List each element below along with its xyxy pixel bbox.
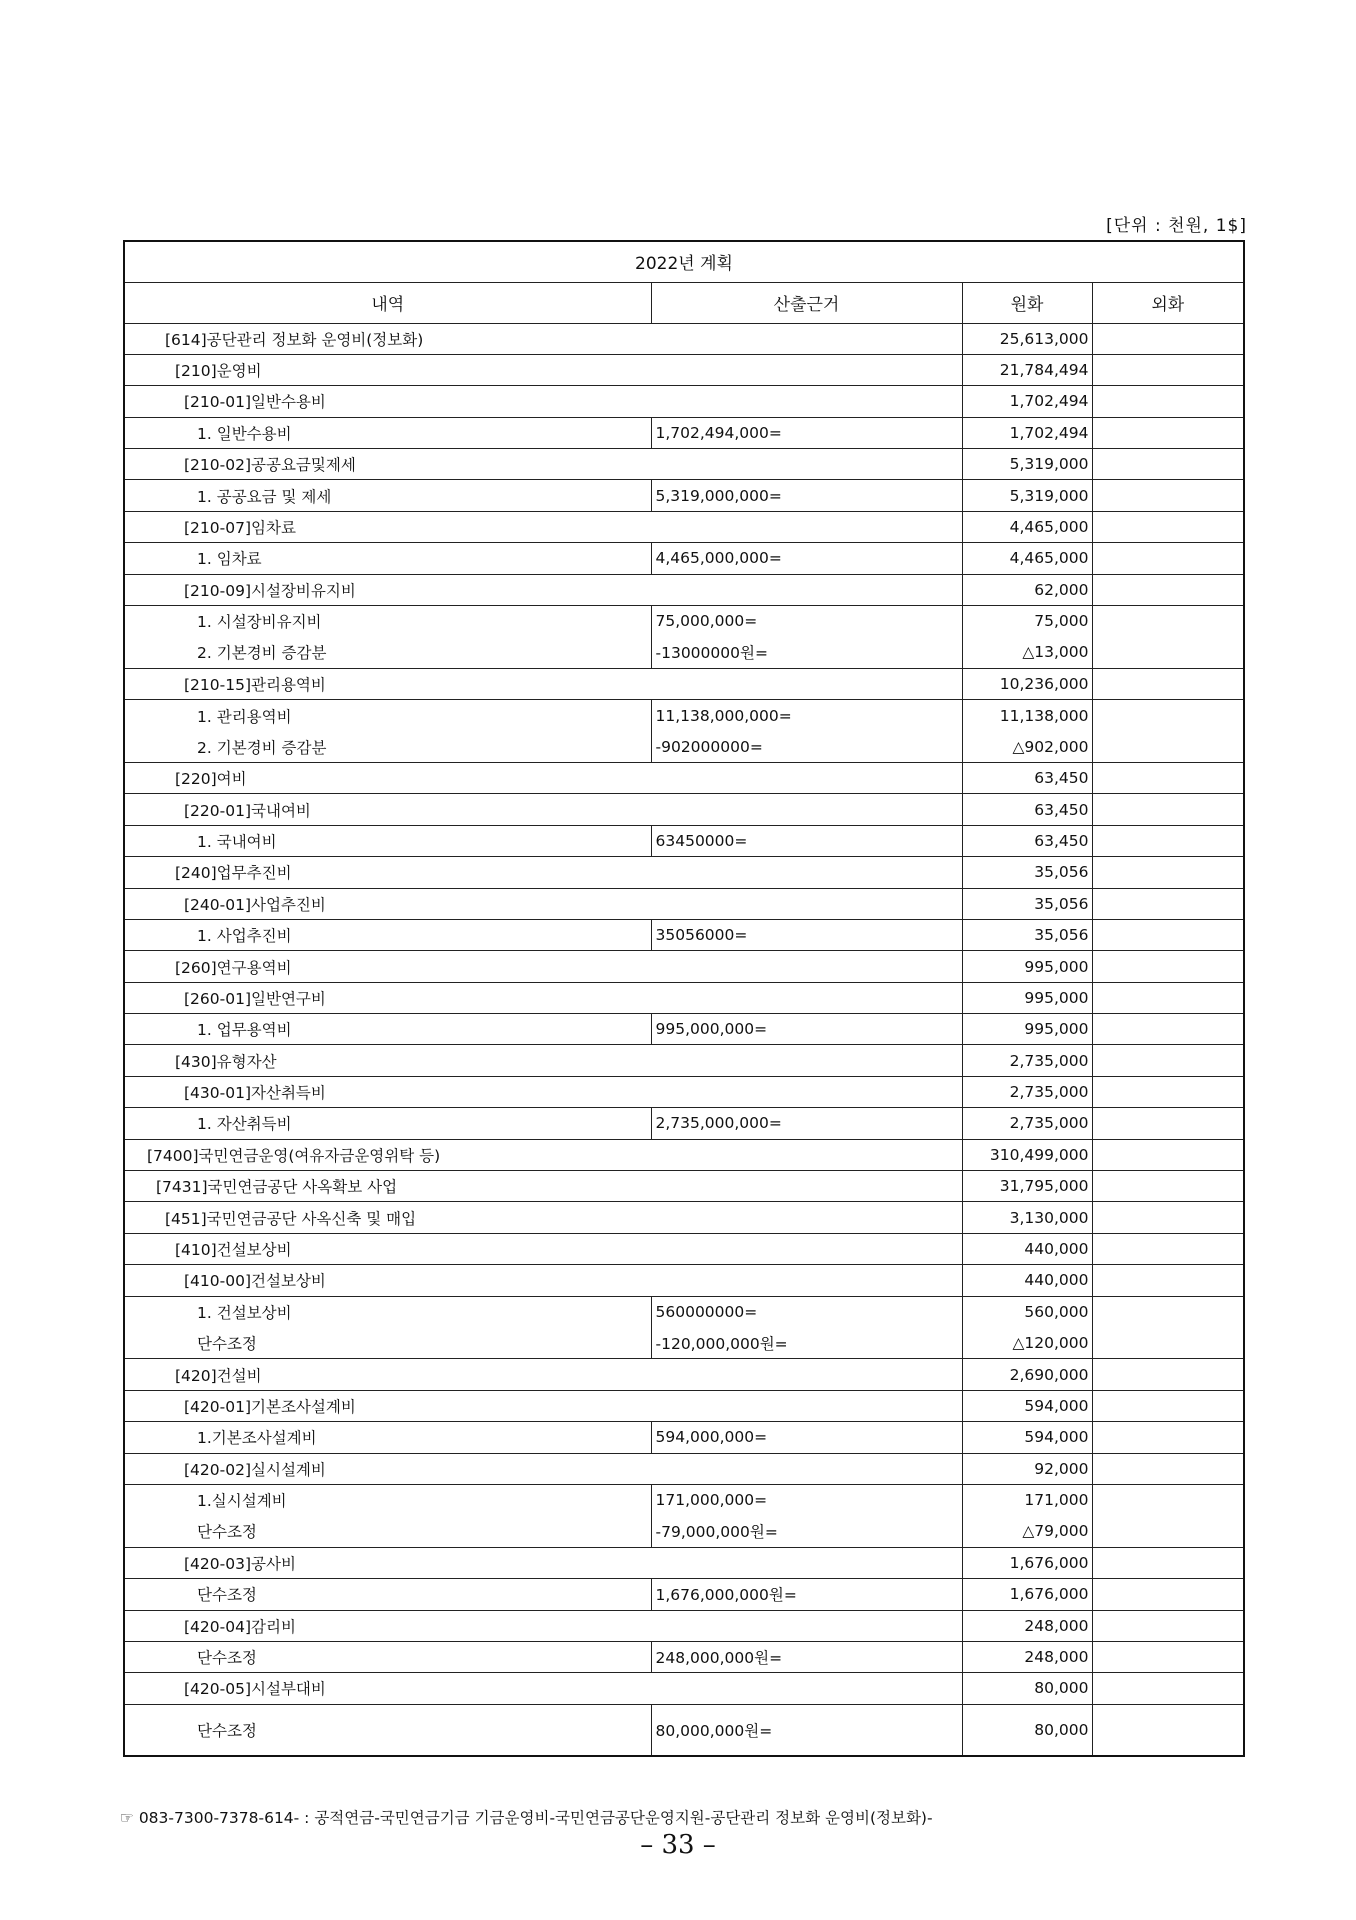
row-krw: 5,319,000 bbox=[962, 449, 1092, 480]
row-krw: 1,676,000 bbox=[962, 1547, 1092, 1578]
table-row bbox=[124, 1014, 1244, 1045]
row-krw: 11,138,000 bbox=[962, 700, 1092, 731]
row-basis: 171,000,000= bbox=[651, 1484, 962, 1515]
row-fx bbox=[1092, 386, 1244, 417]
table-title: 2022년 계획 bbox=[124, 241, 1244, 282]
table-row bbox=[124, 982, 1244, 1013]
row-basis: 594,000,000= bbox=[651, 1422, 962, 1453]
header-fx: 외화 bbox=[1092, 282, 1244, 323]
row-fx bbox=[1092, 700, 1244, 731]
table-row bbox=[124, 1139, 1244, 1170]
row-krw: 995,000 bbox=[962, 1014, 1092, 1045]
row-fx bbox=[1092, 637, 1244, 668]
table-row bbox=[124, 1704, 1244, 1756]
header-item: 내역 bbox=[124, 282, 651, 323]
row-basis: 11,138,000,000= bbox=[651, 700, 962, 731]
row-krw: 92,000 bbox=[962, 1453, 1092, 1484]
table-row bbox=[124, 1202, 1244, 1233]
row-fx bbox=[1092, 1484, 1244, 1515]
table-row bbox=[124, 323, 1244, 354]
table-row bbox=[124, 1076, 1244, 1107]
row-item: [210-02]공공요금및제세 bbox=[124, 449, 962, 480]
table-row bbox=[124, 1171, 1244, 1202]
table-row bbox=[124, 1328, 1244, 1359]
table-row bbox=[124, 511, 1244, 542]
row-krw: 63,450 bbox=[962, 762, 1092, 793]
table-row bbox=[124, 1453, 1244, 1484]
row-basis: -13000000원= bbox=[651, 637, 962, 668]
row-fx bbox=[1092, 1296, 1244, 1327]
row-krw: 63,450 bbox=[962, 825, 1092, 856]
row-basis: 1,676,000,000원= bbox=[651, 1579, 962, 1610]
table-row bbox=[124, 606, 1244, 637]
row-basis: 2,735,000,000= bbox=[651, 1108, 962, 1139]
row-item: [420-03]공사비 bbox=[124, 1547, 962, 1578]
row-fx bbox=[1092, 1171, 1244, 1202]
table-row bbox=[124, 1359, 1244, 1390]
row-krw: △902,000 bbox=[962, 731, 1092, 762]
row-krw: 310,499,000 bbox=[962, 1139, 1092, 1170]
row-fx bbox=[1092, 323, 1244, 354]
row-fx bbox=[1092, 1704, 1244, 1756]
row-fx bbox=[1092, 668, 1244, 699]
row-item: [240]업무추진비 bbox=[124, 857, 962, 888]
row-krw: 2,735,000 bbox=[962, 1045, 1092, 1076]
table-row bbox=[124, 1265, 1244, 1296]
row-krw: 171,000 bbox=[962, 1484, 1092, 1515]
row-fx bbox=[1092, 1139, 1244, 1170]
page-number: – 33 – bbox=[640, 1830, 716, 1860]
row-item: [410]건설보상비 bbox=[124, 1233, 962, 1264]
table-row bbox=[124, 888, 1244, 919]
row-krw: 4,465,000 bbox=[962, 511, 1092, 542]
row-basis: 80,000,000원= bbox=[651, 1704, 962, 1756]
header-krw: 원화 bbox=[962, 282, 1092, 323]
row-item: 단수조정 bbox=[124, 1328, 651, 1359]
table-row bbox=[124, 1390, 1244, 1421]
row-basis: 75,000,000= bbox=[651, 606, 962, 637]
row-fx bbox=[1092, 1453, 1244, 1484]
table-row bbox=[124, 354, 1244, 385]
row-fx bbox=[1092, 417, 1244, 448]
row-item: 1. 일반수용비 bbox=[124, 417, 651, 448]
row-basis: 560000000= bbox=[651, 1296, 962, 1327]
row-krw: △79,000 bbox=[962, 1516, 1092, 1547]
row-krw: 35,056 bbox=[962, 919, 1092, 950]
table-row bbox=[124, 386, 1244, 417]
table-row bbox=[124, 794, 1244, 825]
row-basis: -902000000= bbox=[651, 731, 962, 762]
row-krw: 2,735,000 bbox=[962, 1108, 1092, 1139]
unit-note: [단위 : 천원, 1$] bbox=[1106, 216, 1247, 236]
row-fx bbox=[1092, 511, 1244, 542]
row-item: [451]국민연금공단 사옥신축 및 매입 bbox=[124, 1202, 962, 1233]
table-row bbox=[124, 480, 1244, 511]
row-krw: 35,056 bbox=[962, 888, 1092, 919]
row-item: [614]공단관리 정보화 운영비(정보화) bbox=[124, 323, 962, 354]
row-basis: 995,000,000= bbox=[651, 1014, 962, 1045]
row-fx bbox=[1092, 1579, 1244, 1610]
row-fx bbox=[1092, 794, 1244, 825]
row-krw: 248,000 bbox=[962, 1610, 1092, 1641]
row-basis: 63450000= bbox=[651, 825, 962, 856]
table-row bbox=[124, 417, 1244, 448]
header-basis: 산출근거 bbox=[651, 282, 962, 323]
table-row bbox=[124, 700, 1244, 731]
row-fx bbox=[1092, 1422, 1244, 1453]
table-row bbox=[124, 637, 1244, 668]
row-basis: -79,000,000원= bbox=[651, 1516, 962, 1547]
row-item: [430-01]자산취득비 bbox=[124, 1076, 962, 1107]
row-krw: 75,000 bbox=[962, 606, 1092, 637]
row-krw: 80,000 bbox=[962, 1704, 1092, 1756]
table-row bbox=[124, 543, 1244, 574]
row-item: [210-09]시설장비유지비 bbox=[124, 574, 962, 605]
row-krw: 2,735,000 bbox=[962, 1076, 1092, 1107]
row-fx bbox=[1092, 982, 1244, 1013]
row-item: [260]연구용역비 bbox=[124, 951, 962, 982]
table-row bbox=[124, 1641, 1244, 1672]
table-row bbox=[124, 449, 1244, 480]
row-krw: 21,784,494 bbox=[962, 354, 1092, 385]
table-row bbox=[124, 825, 1244, 856]
row-basis: 1,702,494,000= bbox=[651, 417, 962, 448]
row-item: [7431]국민연금공단 사옥확보 사업 bbox=[124, 1171, 962, 1202]
table-row bbox=[124, 731, 1244, 762]
row-item: 1. 임차료 bbox=[124, 543, 651, 574]
row-krw: 560,000 bbox=[962, 1296, 1092, 1327]
row-item: 2. 기본경비 증감분 bbox=[124, 637, 651, 668]
row-item: [210]운영비 bbox=[124, 354, 962, 385]
row-krw: 63,450 bbox=[962, 794, 1092, 825]
row-item: 1. 국내여비 bbox=[124, 825, 651, 856]
row-item: 1.실시설계비 bbox=[124, 1484, 651, 1515]
row-fx bbox=[1092, 1233, 1244, 1264]
row-basis: 5,319,000,000= bbox=[651, 480, 962, 511]
row-item: [260-01]일반연구비 bbox=[124, 982, 962, 1013]
row-krw: 5,319,000 bbox=[962, 480, 1092, 511]
row-item: 1. 건설보상비 bbox=[124, 1296, 651, 1327]
row-item: 단수조정 bbox=[124, 1579, 651, 1610]
row-item: [410-00]건설보상비 bbox=[124, 1265, 962, 1296]
table-row bbox=[124, 1610, 1244, 1641]
row-krw: 62,000 bbox=[962, 574, 1092, 605]
row-item: 1.기본조사설계비 bbox=[124, 1422, 651, 1453]
row-krw: △13,000 bbox=[962, 637, 1092, 668]
row-fx bbox=[1092, 1516, 1244, 1547]
row-krw: 594,000 bbox=[962, 1422, 1092, 1453]
row-item: [7400]국민연금운영(여유자금운영위탁 등) bbox=[124, 1139, 962, 1170]
row-krw: 1,702,494 bbox=[962, 386, 1092, 417]
row-fx bbox=[1092, 1673, 1244, 1704]
row-fx bbox=[1092, 857, 1244, 888]
row-fx bbox=[1092, 1547, 1244, 1578]
footer-note: ☞ 083-7300-7378-614- : 공적연금-국민연금기금 기금운영비-국민연금공단운영지원-공단관리 정보화 운영비(정보화)- bbox=[120, 1809, 933, 1827]
table-row bbox=[124, 1233, 1244, 1264]
row-item: 1. 자산취득비 bbox=[124, 1108, 651, 1139]
row-item: [420-04]감리비 bbox=[124, 1610, 962, 1641]
row-item: [420-02]실시설계비 bbox=[124, 1453, 962, 1484]
row-fx bbox=[1092, 449, 1244, 480]
row-fx bbox=[1092, 1108, 1244, 1139]
table-row bbox=[124, 668, 1244, 699]
row-fx bbox=[1092, 1641, 1244, 1672]
row-krw: 25,613,000 bbox=[962, 323, 1092, 354]
row-fx bbox=[1092, 1359, 1244, 1390]
row-fx bbox=[1092, 1390, 1244, 1421]
row-krw: 440,000 bbox=[962, 1233, 1092, 1264]
row-item: 2. 기본경비 증감분 bbox=[124, 731, 651, 762]
row-fx bbox=[1092, 919, 1244, 950]
row-fx bbox=[1092, 762, 1244, 793]
table-row bbox=[124, 1547, 1244, 1578]
row-fx bbox=[1092, 1014, 1244, 1045]
table-row bbox=[124, 857, 1244, 888]
row-fx bbox=[1092, 480, 1244, 511]
table-row bbox=[124, 762, 1244, 793]
table-row bbox=[124, 951, 1244, 982]
table-row bbox=[124, 919, 1244, 950]
row-fx bbox=[1092, 888, 1244, 919]
row-item: 단수조정 bbox=[124, 1704, 651, 1756]
row-krw: 10,236,000 bbox=[962, 668, 1092, 699]
row-item: [420-05]시설부대비 bbox=[124, 1673, 962, 1704]
row-krw: 248,000 bbox=[962, 1641, 1092, 1672]
row-item: [430]유형자산 bbox=[124, 1045, 962, 1076]
row-item: [420-01]기본조사설계비 bbox=[124, 1390, 962, 1421]
row-item: [220]여비 bbox=[124, 762, 962, 793]
row-item: 1. 업무용역비 bbox=[124, 1014, 651, 1045]
row-fx bbox=[1092, 354, 1244, 385]
row-krw: △120,000 bbox=[962, 1328, 1092, 1359]
row-fx bbox=[1092, 1328, 1244, 1359]
row-fx bbox=[1092, 1610, 1244, 1641]
table-body bbox=[124, 323, 1244, 1756]
row-krw: 594,000 bbox=[962, 1390, 1092, 1421]
row-item: 단수조정 bbox=[124, 1516, 651, 1547]
row-basis: 35056000= bbox=[651, 919, 962, 950]
row-basis: 248,000,000원= bbox=[651, 1641, 962, 1672]
row-basis: 4,465,000,000= bbox=[651, 543, 962, 574]
row-fx bbox=[1092, 731, 1244, 762]
row-basis: -120,000,000원= bbox=[651, 1328, 962, 1359]
row-krw: 4,465,000 bbox=[962, 543, 1092, 574]
row-fx bbox=[1092, 1202, 1244, 1233]
row-item: 1. 시설장비유지비 bbox=[124, 606, 651, 637]
row-fx bbox=[1092, 574, 1244, 605]
row-item: [210-07]임차료 bbox=[124, 511, 962, 542]
table-row bbox=[124, 1422, 1244, 1453]
budget-table bbox=[123, 240, 1245, 1757]
table-row bbox=[124, 1296, 1244, 1327]
row-item: [220-01]국내여비 bbox=[124, 794, 962, 825]
row-item: [240-01]사업추진비 bbox=[124, 888, 962, 919]
table-row bbox=[124, 1673, 1244, 1704]
row-fx bbox=[1092, 951, 1244, 982]
table-row bbox=[124, 1108, 1244, 1139]
row-fx bbox=[1092, 1045, 1244, 1076]
row-krw: 440,000 bbox=[962, 1265, 1092, 1296]
row-item: 1. 공공요금 및 제세 bbox=[124, 480, 651, 511]
row-item: [420]건설비 bbox=[124, 1359, 962, 1390]
row-item: 1. 사업추진비 bbox=[124, 919, 651, 950]
table-row bbox=[124, 1484, 1244, 1515]
row-item: 1. 관리용역비 bbox=[124, 700, 651, 731]
table-row bbox=[124, 1516, 1244, 1547]
row-krw: 3,130,000 bbox=[962, 1202, 1092, 1233]
table-row bbox=[124, 574, 1244, 605]
row-fx bbox=[1092, 606, 1244, 637]
row-krw: 2,690,000 bbox=[962, 1359, 1092, 1390]
row-krw: 995,000 bbox=[962, 951, 1092, 982]
row-fx bbox=[1092, 1076, 1244, 1107]
row-item: [210-15]관리용역비 bbox=[124, 668, 962, 699]
row-krw: 35,056 bbox=[962, 857, 1092, 888]
table-row bbox=[124, 1045, 1244, 1076]
row-krw: 1,676,000 bbox=[962, 1579, 1092, 1610]
table-row bbox=[124, 1579, 1244, 1610]
row-krw: 31,795,000 bbox=[962, 1171, 1092, 1202]
row-item: [210-01]일반수용비 bbox=[124, 386, 962, 417]
row-krw: 80,000 bbox=[962, 1673, 1092, 1704]
row-krw: 995,000 bbox=[962, 982, 1092, 1013]
row-item: 단수조정 bbox=[124, 1641, 651, 1672]
row-fx bbox=[1092, 1265, 1244, 1296]
row-fx bbox=[1092, 825, 1244, 856]
row-krw: 1,702,494 bbox=[962, 417, 1092, 448]
row-fx bbox=[1092, 543, 1244, 574]
